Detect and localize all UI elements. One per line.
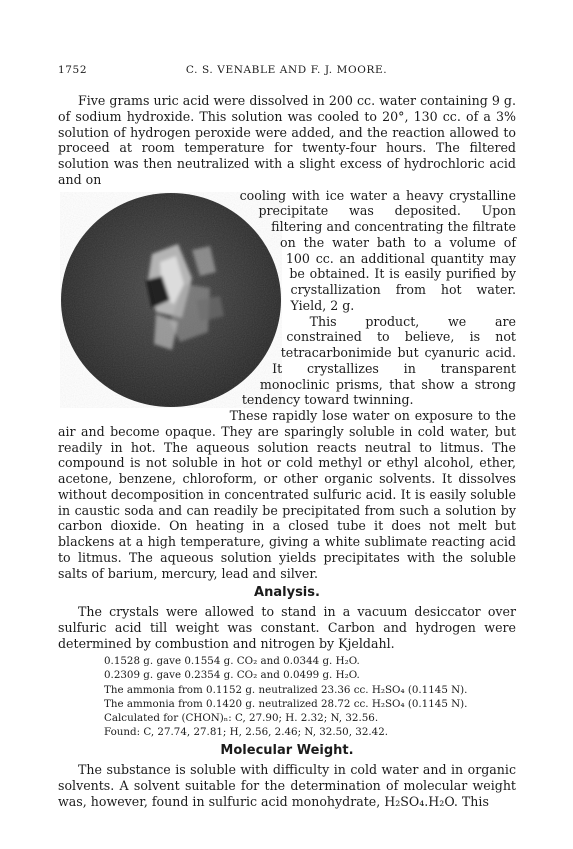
data-line: 0.2309 g. gave 0.2354 g. CO₂ and 0.0499 g. H₂O. xyxy=(104,669,360,682)
heading-molecular-weight: Molecular Weight. xyxy=(220,743,354,759)
crystal-micrograph xyxy=(60,192,282,408)
running-header xyxy=(58,64,515,80)
page-number: 1752 xyxy=(58,64,88,76)
data-line: 0.1528 g. gave 0.1554 g. CO₂ and 0.0344 g. H₂O. xyxy=(104,655,360,668)
data-line: The ammonia from 0.1420 g. neutralized 28.72 cc. H₂SO₄ (0.1145 N). xyxy=(104,697,468,710)
analysis-data xyxy=(104,654,516,739)
data-line: The ammonia from 0.1152 g. neutralized 23.36 cc. H₂SO₄ (0.1145 N). xyxy=(104,683,468,696)
data-line: Calculated for (CHON)ₙ: C, 27.90; H. 2.32; N, 32.56. xyxy=(104,712,379,725)
micrograph-image xyxy=(60,192,282,408)
heading-analysis: Analysis. xyxy=(254,585,320,601)
paragraph-product: This product, we are constrained to believe, is not tetracarbonimide but cyanuric acid. It crystallizes in transparent monoclinic prisms, that show a strong tendency toward twinning. xyxy=(241,313,516,408)
paragraph-preparation: Five grams uric acid were dissolved in 200 cc. water containing 9 g. of sodium hydroxide. This solution was cooled to 20°, 130 cc. of a 3% solution of hydrogen peroxide were added, and the reaction allowed to proceed at room temperature for twenty-four hours. The filtered solution was then neutralized with a slight excess of hydrochloric acid and on xyxy=(58,93,516,187)
paragraph-preparation-cont: cooling with ice water a heavy crystalline precipitate was deposited. Upon filtering and concentrating the filtrate on the water bath to a volume of 100 cc. an additional quantity may be obtained. It is easily purified by crystallization from hot water. Yield, 2 g. xyxy=(239,187,516,313)
article-body xyxy=(58,93,516,809)
paragraph-properties: These rapidly lose water on exposure to the air and become opaque. They are sparingly soluble in cold water, but readily in hot. The aqueous solution reacts neutral to litmus. The compound is not soluble in hot or cold methyl or ethyl alcohol, ether, acetone, benzene, chloroform, or other organic solvents. It dissolves without decomposition in concentrated sulfuric acid. It is easily soluble in caustic soda and can readily be precipitated from such a solution by carbon dioxide. On heating in a closed tube it does not melt but blackens at a high temperature, giving a white sublimate reacting acid to litmus. The aqueous solution yields precipitates with the soluble salts of barium, mercury, lead and silver. xyxy=(58,408,516,581)
data-line: Found: C, 27.74, 27.81; H, 2.56, 2.46; N, 32.50, 32.42. xyxy=(104,726,389,739)
paragraph-analysis: The crystals were allowed to stand in a vacuum desiccator over sulfuric acid till weight was constant. Carbon and hydrogen were determined by combustion and nitrogen by Kjeldahl. xyxy=(58,604,516,651)
paragraph-molecular-weight: The substance is soluble with difficulty in cold water and in organic solvents. A solvent suitable for the determination of molecular weight was, however, found in sulfuric acid monohydrate, H₂SO₄.H₂O. This xyxy=(58,762,516,809)
running-authors: C. S. VENABLE AND F. J. MOORE. xyxy=(185,64,388,76)
